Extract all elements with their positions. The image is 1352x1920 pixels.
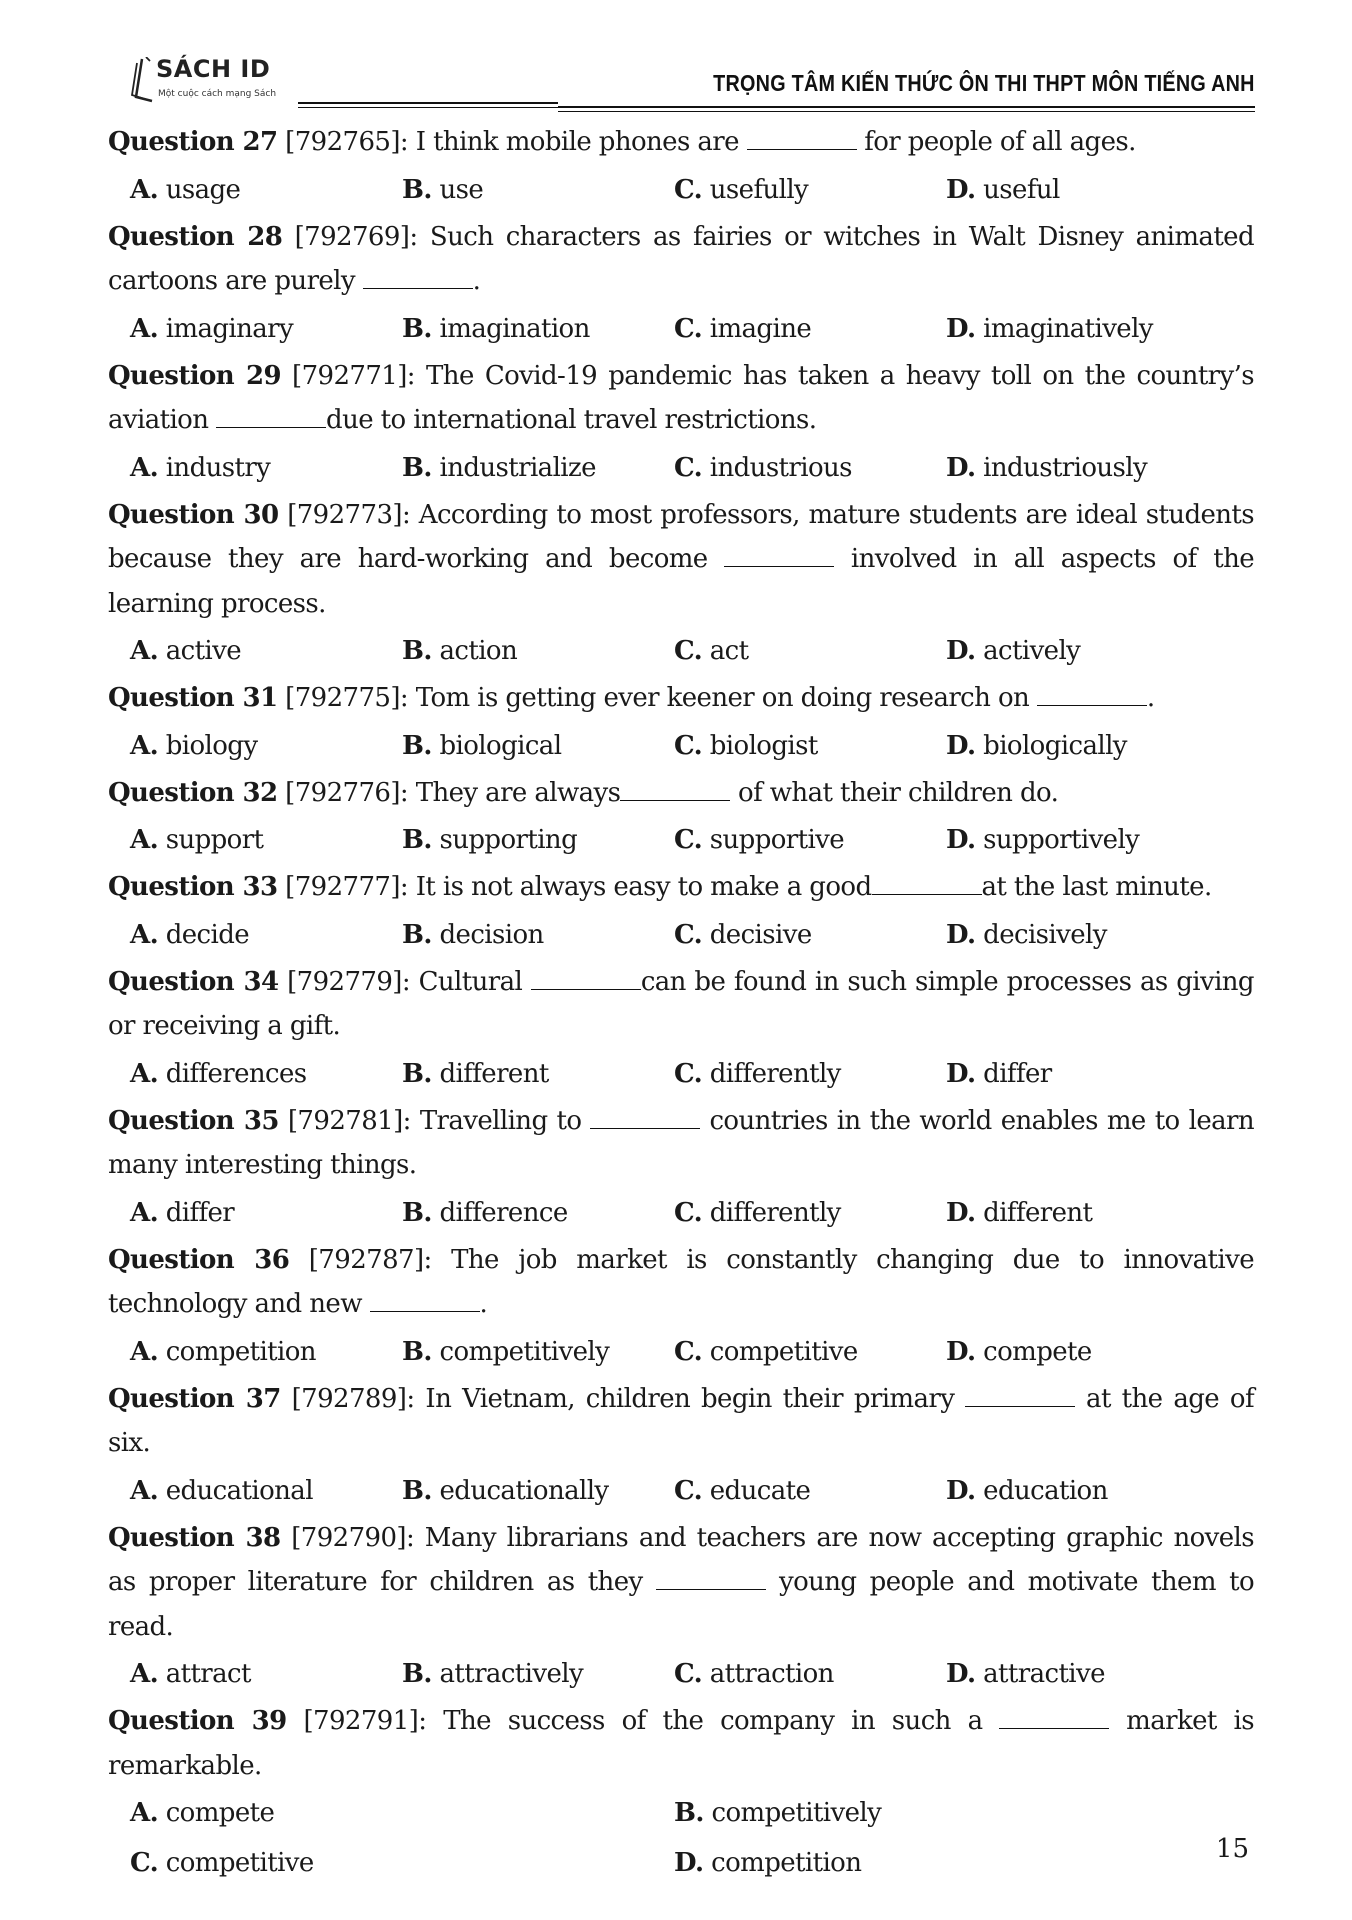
answer-option [130, 1649, 402, 1699]
answer-options [108, 1188, 1254, 1238]
option-letter: D. [946, 1197, 976, 1228]
answer-option [946, 1466, 1218, 1516]
question-label: Question 33 [108, 872, 278, 902]
answer-option [674, 1466, 946, 1516]
option-letter: A. [130, 174, 159, 205]
header-rule [558, 106, 1255, 112]
option-letter: D. [674, 1848, 704, 1878]
answer-option [674, 721, 946, 771]
question-stem-before: : Cultural [401, 966, 531, 997]
option-letter: C. [674, 1475, 703, 1506]
question-stem-after: of what their children do. [730, 777, 1059, 808]
logo [128, 55, 298, 110]
option-text: actively [983, 636, 1081, 666]
option-text: educationally [439, 1475, 609, 1506]
logo-title: SÁCH ID [156, 55, 271, 83]
option-letter: B. [402, 452, 432, 483]
option-text: attractively [439, 1659, 584, 1689]
option-letter: C. [674, 730, 703, 761]
question-stem-after: countries in the world enables me to learn many interesting things. [108, 1105, 1255, 1180]
option-letter: C. [674, 1197, 703, 1228]
option-letter: A. [130, 452, 159, 483]
question-block [108, 676, 1254, 771]
answer-blank [590, 1106, 700, 1129]
option-text: different [983, 1197, 1093, 1228]
option-letter: B. [402, 1058, 432, 1089]
option-letter: D. [946, 825, 976, 855]
answer-options [108, 1788, 1254, 1888]
option-letter: A. [130, 313, 159, 344]
question-id: [792775] [285, 683, 400, 713]
option-letter: A. [130, 1058, 159, 1089]
answer-options [108, 165, 1254, 215]
question-text [108, 1099, 1254, 1188]
answer-option [130, 721, 402, 771]
answer-option [674, 165, 946, 215]
option-text: competition [165, 1336, 316, 1367]
answer-option [130, 165, 402, 215]
question-stem-before: : According to most professors, mature students are ideal students because they are hard-working and become [108, 499, 1255, 574]
answer-blank [363, 266, 473, 289]
option-letter: B. [402, 1197, 432, 1228]
option-letter: C. [674, 1336, 703, 1367]
question-label: Question 30 [108, 499, 279, 530]
header-title: TRỌNG TÂM KIẾN THỨC ÔN THI THPT MÔN TIẾNG ANH [713, 70, 1255, 96]
question-text [108, 354, 1254, 443]
answer-options [108, 1049, 1254, 1099]
option-text: competitive [165, 1848, 314, 1878]
option-letter: C. [674, 636, 703, 666]
question-block [108, 1377, 1254, 1516]
book-logo-icon [128, 57, 154, 103]
answer-option [402, 1327, 674, 1377]
answer-options [108, 1327, 1254, 1377]
option-letter: C. [674, 452, 703, 483]
answer-option [130, 626, 402, 676]
answer-option [946, 165, 1218, 215]
question-id: [792781] [287, 1105, 403, 1136]
option-text: action [439, 636, 518, 666]
option-letter: D. [946, 1336, 976, 1367]
option-letter: B. [402, 636, 432, 666]
answer-option [674, 443, 946, 493]
answer-option [674, 1649, 946, 1699]
logo-tagline: Một cuộc cách mạng Sách [158, 89, 277, 99]
question-text [108, 1377, 1254, 1466]
answer-option [130, 1788, 674, 1838]
option-text: decisive [709, 919, 812, 950]
answer-option [402, 1466, 674, 1516]
option-text: attract [165, 1659, 251, 1689]
question-block [108, 1099, 1254, 1238]
option-text: differ [165, 1197, 235, 1228]
answer-option [130, 1466, 402, 1516]
option-text: compete [165, 1798, 275, 1828]
option-letter: C. [674, 1058, 703, 1089]
option-letter: A. [130, 1336, 159, 1367]
option-text: differences [165, 1058, 307, 1089]
question-text [108, 676, 1254, 721]
answer-options [108, 721, 1254, 771]
answer-option [946, 815, 1218, 865]
option-text: imagine [709, 313, 812, 344]
answer-options [108, 1466, 1254, 1516]
option-letter: D. [946, 919, 976, 950]
question-id: [792790] [291, 1522, 406, 1553]
question-text [108, 1238, 1254, 1327]
answer-option [946, 1049, 1218, 1099]
question-stem-before: : The success of the company in such a [418, 1706, 1000, 1736]
answer-option [130, 910, 402, 960]
option-letter: D. [946, 174, 976, 205]
option-text: competitive [709, 1336, 858, 1367]
question-block [108, 1699, 1254, 1888]
answer-option [946, 910, 1218, 960]
question-stem-before: : The Covid-19 pandemic has taken a heavy toll on the country’s aviation [108, 360, 1254, 435]
answer-option [674, 1049, 946, 1099]
answer-blank [747, 127, 857, 150]
answer-option [674, 910, 946, 960]
question-block [108, 354, 1254, 493]
question-id: [792765] [285, 127, 400, 157]
answer-option [402, 626, 674, 676]
question-block [108, 493, 1254, 677]
question-stem-after: can be found in such simple processes as giving or receiving a gift. [108, 966, 1254, 1041]
option-text: educate [709, 1475, 811, 1506]
answer-option [402, 910, 674, 960]
question-id: [792776] [285, 777, 400, 808]
option-text: decisively [983, 919, 1107, 950]
option-text: difference [439, 1197, 568, 1228]
option-letter: B. [402, 313, 432, 344]
answer-option [402, 165, 674, 215]
answer-option [402, 304, 674, 354]
question-id: [792769] [294, 221, 410, 252]
question-stem-after: young people and motivate them to read. [108, 1567, 1254, 1642]
option-text: biologically [983, 730, 1127, 761]
question-list [108, 120, 1254, 1888]
answer-option [130, 1188, 402, 1238]
answer-options [108, 815, 1254, 865]
answer-option [402, 443, 674, 493]
answer-blank [620, 778, 730, 801]
question-stem-before: : Such characters as fairies or witches in Walt Disney animated cartoons are purely [108, 221, 1255, 296]
option-text: useful [983, 174, 1060, 205]
option-text: attraction [709, 1659, 834, 1689]
answer-blank [965, 1384, 1075, 1407]
answer-option [402, 1049, 674, 1099]
option-letter: A. [130, 1197, 159, 1228]
answer-option [130, 815, 402, 865]
question-id: [792787] [308, 1244, 424, 1275]
answer-options [108, 1649, 1254, 1699]
question-stem-after: . [472, 266, 481, 296]
option-text: imaginatively [983, 313, 1153, 344]
question-label: Question 31 [108, 683, 278, 713]
answer-option [674, 626, 946, 676]
answer-option [130, 1838, 674, 1888]
page-number: 15 [1215, 1834, 1249, 1864]
answer-option [946, 443, 1218, 493]
question-block [108, 120, 1254, 215]
option-text: usage [165, 174, 241, 205]
answer-blank [999, 1706, 1109, 1729]
question-label: Question 35 [108, 1105, 279, 1136]
option-letter: B. [402, 1659, 432, 1689]
option-letter: C. [674, 174, 703, 205]
question-label: Question 27 [108, 127, 278, 157]
answer-options [108, 626, 1254, 676]
question-text [108, 865, 1254, 910]
question-block [108, 960, 1254, 1099]
option-text: supporting [439, 825, 578, 855]
answer-option [130, 1049, 402, 1099]
option-text: compete [983, 1336, 1092, 1367]
option-letter: B. [402, 919, 432, 950]
question-id: [792777] [285, 872, 400, 902]
answer-option [674, 815, 946, 865]
answer-option [674, 1327, 946, 1377]
answer-option [674, 1188, 946, 1238]
option-text: educational [165, 1475, 313, 1506]
option-text: biological [439, 730, 562, 761]
answer-option [946, 1649, 1218, 1699]
answer-blank [1037, 683, 1147, 706]
option-letter: A. [130, 1475, 159, 1506]
option-text: differently [709, 1058, 841, 1089]
question-stem-after: market is remarkable. [108, 1706, 1255, 1781]
answer-options [108, 304, 1254, 354]
page-header [0, 0, 1352, 115]
option-text: industriously [983, 452, 1148, 483]
question-id: [792779] [287, 966, 402, 997]
answer-option [674, 304, 946, 354]
option-text: decision [439, 919, 544, 950]
question-label: Question 39 [108, 1706, 287, 1736]
question-stem-after: . [479, 1289, 488, 1319]
question-stem-after: involved in all aspects of the learning process. [108, 544, 1255, 619]
option-text: support [165, 825, 264, 855]
answer-option [946, 1188, 1218, 1238]
option-letter: D. [946, 1475, 976, 1506]
answer-option [402, 815, 674, 865]
option-letter: A. [130, 825, 159, 855]
option-text: act [709, 636, 749, 666]
answer-option [946, 304, 1218, 354]
option-letter: A. [130, 919, 159, 950]
question-id: [792789] [291, 1383, 407, 1414]
question-text [108, 960, 1254, 1049]
option-text: industry [165, 452, 271, 483]
question-text [108, 493, 1254, 627]
answer-option [946, 1327, 1218, 1377]
question-label: Question 34 [108, 966, 279, 997]
option-letter: C. [674, 313, 703, 344]
option-letter: B. [674, 1798, 704, 1828]
answer-options [108, 910, 1254, 960]
question-stem-after: for people of all ages. [856, 127, 1136, 157]
option-text: usefully [709, 174, 809, 205]
option-letter: A. [130, 636, 159, 666]
answer-blank [531, 967, 641, 990]
question-stem-after: . [1146, 683, 1155, 713]
option-text: industrious [709, 452, 852, 483]
option-letter: B. [402, 1336, 432, 1367]
question-text [108, 1516, 1254, 1650]
question-block [108, 865, 1254, 960]
answer-option [130, 304, 402, 354]
option-letter: C. [674, 919, 703, 950]
question-stem-before: : Many librarians and teachers are now accepting graphic novels as proper literature for children as they [108, 1522, 1254, 1597]
answer-option [402, 721, 674, 771]
question-label: Question 38 [108, 1522, 281, 1553]
option-text: competition [711, 1848, 862, 1878]
option-text: active [165, 636, 242, 666]
option-text: differently [709, 1197, 841, 1228]
answer-option [130, 1327, 402, 1377]
option-text: attractive [983, 1659, 1105, 1689]
question-id: [792773] [287, 499, 402, 530]
question-block [108, 771, 1254, 866]
option-text: differ [983, 1058, 1052, 1089]
option-letter: C. [130, 1848, 159, 1878]
option-letter: C. [674, 1659, 703, 1689]
option-letter: D. [946, 730, 976, 761]
option-text: supportive [709, 825, 845, 855]
option-letter: A. [130, 1798, 159, 1828]
option-letter: D. [946, 1058, 976, 1089]
option-letter: D. [946, 636, 976, 666]
answer-option [946, 721, 1218, 771]
option-text: competitively [439, 1336, 610, 1367]
question-text [108, 1699, 1254, 1788]
answer-option [402, 1649, 674, 1699]
question-label: Question 28 [108, 221, 283, 252]
question-text [108, 771, 1254, 816]
answer-option [130, 443, 402, 493]
question-label: Question 37 [108, 1383, 281, 1414]
option-text: imagination [439, 313, 590, 344]
answer-blank [216, 405, 326, 428]
option-text: decide [165, 919, 250, 950]
question-id: [792791] [303, 1706, 419, 1736]
question-label: Question 29 [108, 360, 281, 391]
question-text [108, 120, 1254, 165]
answer-blank [872, 872, 982, 895]
answer-blank [724, 544, 834, 567]
question-stem-before: : They are always [399, 777, 621, 808]
option-text: education [983, 1475, 1108, 1506]
option-letter: A. [130, 730, 159, 761]
option-text: industrialize [439, 452, 596, 483]
question-block [108, 215, 1254, 354]
option-letter: C. [674, 825, 703, 855]
question-label: Question 32 [108, 777, 278, 808]
answer-option [402, 1188, 674, 1238]
question-stem-before: : It is not always easy to make a good [399, 872, 872, 902]
option-letter: D. [946, 452, 976, 483]
option-text: biology [165, 730, 258, 761]
question-label: Question 36 [108, 1244, 290, 1275]
option-letter: B. [402, 825, 432, 855]
option-text: use [439, 174, 484, 205]
option-text: imaginary [165, 313, 294, 344]
option-letter: D. [946, 313, 976, 344]
option-letter: B. [402, 730, 432, 761]
option-text: biologist [709, 730, 818, 761]
question-stem-before: : I think mobile phones are [399, 127, 747, 157]
question-stem-after: at the last minute. [981, 872, 1212, 902]
option-text: supportively [983, 825, 1140, 855]
header-rule-left [298, 102, 558, 108]
option-letter: B. [402, 174, 432, 205]
answer-blank [370, 1289, 480, 1312]
question-stem-after: at the age of six. [108, 1383, 1255, 1458]
question-text [108, 215, 1254, 304]
option-text: competitively [711, 1798, 882, 1828]
question-stem-before: : Tom is getting ever keener on doing research on [399, 683, 1037, 713]
question-stem-before: : The job market is constantly changing due to innovative technology and new [108, 1244, 1254, 1319]
question-stem-after: due to international travel restrictions. [326, 405, 817, 435]
answer-option [674, 1788, 1218, 1838]
question-block [108, 1516, 1254, 1700]
option-text: different [439, 1058, 549, 1089]
question-stem-before: : Travelling to [402, 1105, 591, 1136]
answer-options [108, 443, 1254, 493]
option-letter: A. [130, 1659, 159, 1689]
question-stem-before: : In Vietnam, children begin their primary [406, 1383, 966, 1414]
answer-option [946, 626, 1218, 676]
question-block [108, 1238, 1254, 1377]
answer-blank [656, 1567, 766, 1590]
question-id: [792771] [292, 360, 407, 391]
option-letter: D. [946, 1659, 976, 1689]
answer-option [674, 1838, 1218, 1888]
option-letter: B. [402, 1475, 432, 1506]
